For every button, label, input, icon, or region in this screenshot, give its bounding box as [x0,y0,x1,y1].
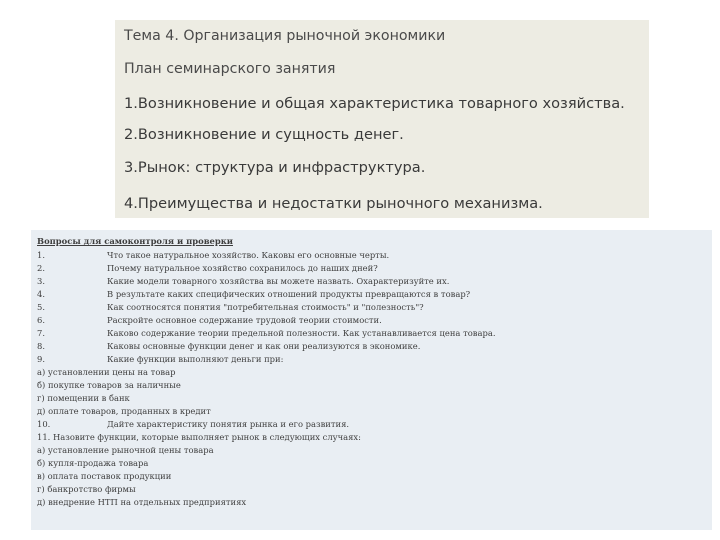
plan-item-4: 4.Преимущества и недостатки рыночного механизма. [124,195,543,212]
question-10 [37,419,349,429]
question-number: 8. [37,341,45,351]
question-7 [37,328,495,338]
question-text: Каково содержание теории предельной полезности. Как устанавливается цена товара. [107,328,496,338]
sub-item-9-d: д) оплате товаров, проданных в кредит [37,406,211,416]
self-check-questions-box [31,230,712,530]
sub-item-11-b: б) купля-продажа товара [37,458,149,468]
question-text: Почему натуральное хозяйство сохранилось до наших дней? [107,263,378,273]
question-6 [37,315,382,325]
topic-title: Тема 4. Организация рыночной экономики [124,28,446,44]
question-number: 1. [37,250,45,260]
question-number: 10. [37,419,51,429]
question-text: В результате каких специфических отношений продукты превращаются в товар? [107,289,471,299]
question-text: Как соотносятся понятия "потребительная стоимость" и "полезность"? [107,302,424,312]
question-number: 3. [37,276,45,286]
question-text: Что такое натуральное хозяйство. Каковы его основные черты. [107,250,390,260]
sub-item-9-b: б) покупке товаров за наличные [37,380,181,390]
question-text: Дайте характеристику понятия рынка и его развития. [107,419,350,429]
question-11: 11. Назовите функции, которые выполняет рынок в следующих случаях: [37,432,361,442]
question-9 [37,354,283,364]
question-text: Раскройте основное содержание трудовой теории стоимости. [107,315,382,325]
seminar-plan-box [115,20,649,218]
plan-item-2: 2.Возникновение и сущность денег. [124,126,404,143]
sub-item-11-a: а) установление рыночной цены товара [37,445,214,455]
question-5 [37,302,424,312]
question-number: 5. [37,302,45,312]
question-number: 7. [37,328,45,338]
question-8 [37,341,420,351]
question-number: 2. [37,263,45,273]
sub-item-9-a: а) установлении цены на товар [37,367,176,377]
question-3 [37,276,449,286]
question-text: Какие модели товарного хозяйства вы можете назвать. Охарактеризуйте их. [107,276,450,286]
plan-subtitle: План семинарского занятия [124,61,336,77]
sub-item-11-v: в) оплата поставок продукции [37,471,172,481]
plan-item-3: 3.Рынок: структура и инфраструктура. [124,159,426,176]
sub-item-11-d: д) внедрение НТП на отдельных предприятиях [37,497,247,507]
question-text: Каковы основные функции денег и как они реализуются в экономике. [107,341,421,351]
questions-heading: Вопросы для самоконтроля и проверки [37,236,233,246]
question-4 [37,289,470,299]
question-number: 4. [37,289,45,299]
question-1 [37,250,389,260]
question-2 [37,263,378,273]
question-text: Какие функции выполняют деньги при: [107,354,284,364]
plan-item-1: 1.Возникновение и общая характеристика товарного хозяйства. [124,95,625,112]
sub-item-9-g: г) помещении в банк [37,393,130,403]
question-number: 6. [37,315,45,325]
sub-item-11-g: г) банкротство фирмы [37,484,136,494]
question-number: 9. [37,354,45,364]
